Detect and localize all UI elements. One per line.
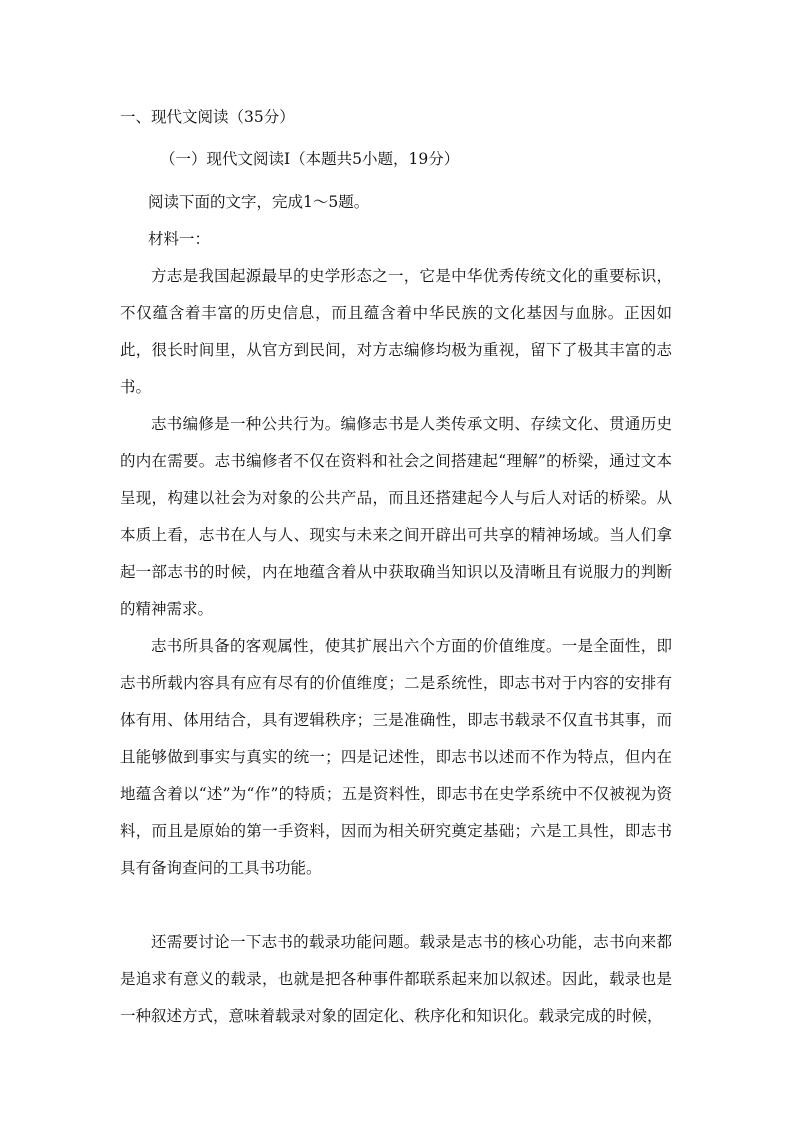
paragraph-4: 还需要讨论一下志书的载录功能问题。载录是志书的核心功能，志书向来都是追求有意义的载录，也就是把各种事件都联系起来加以叙述。因此，载录也是一种叙述方式，意味着载录对象的固定化、秩序化和知识化。载录完成的时候， bbox=[120, 933, 672, 1025]
paragraph-3: 志书所具备的客观属性，使其扩展出六个方面的价值维度。一是全面性，即志书所载内容具有应有尽有的价值维度；二是系统性，即志书对于内容的安排有体有用、体用结合，具有逻辑秩序；三是准确性，即志书载录不仅直书其事，而且能够做到事实与真实的统一；四是记述性，即志书以述而不作为特点，但内在地蕴含着以“述”为“作”的特质；五是资料性，即志书在史学系统中不仅被视为资料，而且是原始的第一手资料，因而为相关研究奠定基础；六是工具性，即志书具有备询查问的工具书功能。 bbox=[120, 637, 672, 877]
paragraph-2: 志书编修是一种公共行为。编修志书是人类传承文明、存续文化、贯通历史的内在需要。志书编修者不仅在资料和社会之间搭建起“理解”的桥梁，通过文本呈现，构建以社会为对象的公共产品，而且还搭建起今人与后人对话的桥梁。从本质上看，志书在人与人、现实与未来之间开辟出可共享的精神场域。当人们拿起一部志书的时候，内在地蕴含着从中获取确当知识以及清晰且有说服力的判断的精神需求。 bbox=[120, 415, 672, 618]
sub-heading: （一）现代文阅读Ⅰ（本题共5小题，19分） bbox=[160, 150, 460, 168]
paragraph-1: 方志是我国起源最早的史学形态之一，它是中华优秀传统文化的重要标识，不仅蕴含着丰富的历史信息，而且蕴含着中华民族的文化基因与血脉。正因如此，很长时间里，从官方到民间，对方志编修均极为重视，留下了极其丰富的志书。 bbox=[120, 267, 672, 396]
section-heading: 一、现代文阅读（35分） bbox=[120, 108, 295, 126]
material-label: 材料一： bbox=[148, 230, 211, 248]
instruction-text: 阅读下面的文字，完成1～5题。 bbox=[148, 193, 370, 211]
